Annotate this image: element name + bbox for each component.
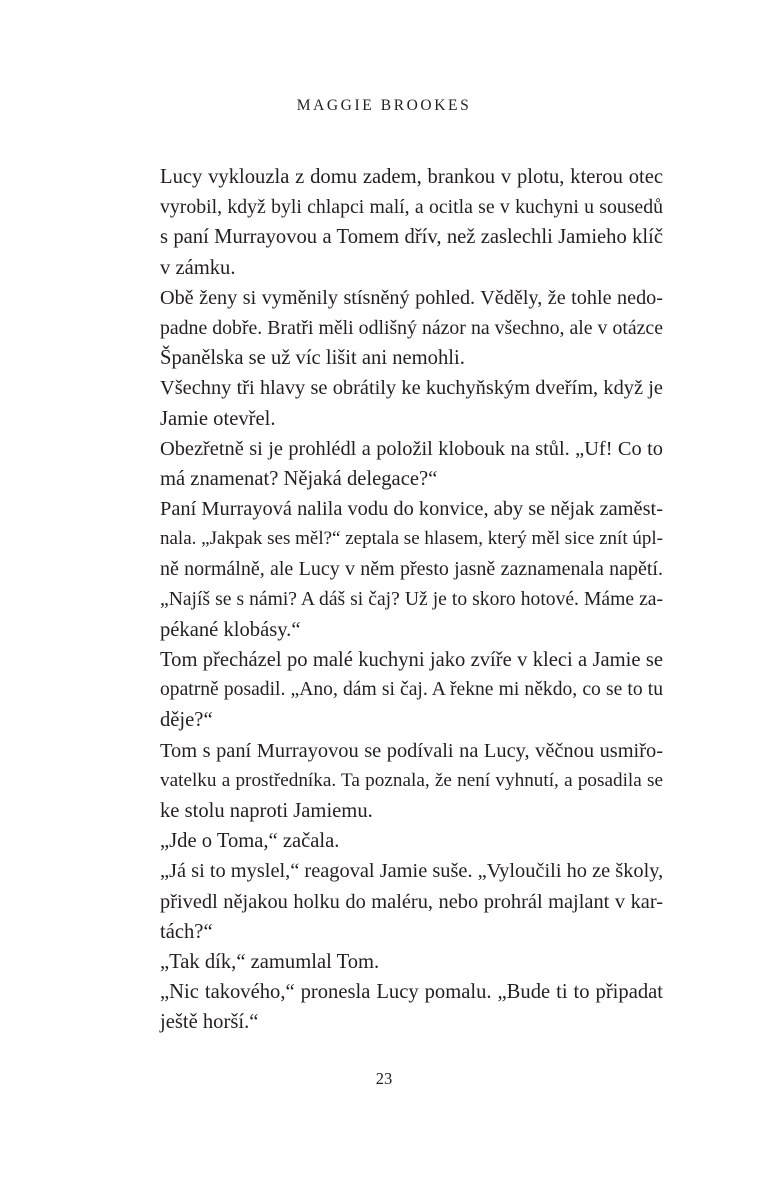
text-line: v zámku.	[160, 256, 236, 279]
text-line: ke stolu naproti Jamiemu.	[160, 799, 373, 822]
text-line: s paní Murrayovou a Tomem dřív, než zaslechli Jamieho klíč	[160, 226, 663, 249]
text-body	[160, 162, 663, 1037]
text-line: „Já si to myslel,“ reagoval Jamie suše. „Vyloučili ho ze školy,	[160, 860, 664, 883]
text-line: Obezřetně si je prohlédl a položil klobouk na stůl. „Uf! Co to	[160, 437, 663, 460]
text-line: pékané klobásy.“	[160, 618, 301, 641]
text-line: Obě ženy si vyměnily stísněný pohled. Věděly, že tohle nedo-	[160, 286, 663, 309]
text-line: má znamenat? Nějaká delegace?“	[160, 467, 438, 490]
text-line: přivedl nějakou holku do maléru, nebo prohrál majlant v kar-	[160, 890, 663, 913]
text-line: tách?“	[160, 920, 213, 943]
page-number: 23	[375, 1069, 393, 1088]
text-line: nala. „Jakpak ses měl?“ zeptala se hlasem, který měl sice znít úpl-	[160, 528, 663, 550]
text-line: „Jde o Toma,“ začala.	[160, 830, 340, 853]
text-line: „Najíš se s námi? A dáš si čaj? Už je to skoro hotové. Máme za-	[160, 588, 663, 610]
text-line: děje?“	[160, 709, 213, 732]
text-line: Jamie otevřel.	[160, 407, 276, 430]
text-line: ještě horší.“	[160, 1011, 259, 1034]
text-line: „Tak dík,“ zamumlal Tom.	[160, 950, 380, 973]
text-line: Tom přecházel po malé kuchyni jako zvíře v kleci a Jamie se	[160, 649, 663, 671]
text-line: padne dobře. Bratři měli odlišný názor na všechno, ale v otázce	[160, 316, 663, 339]
text-line: ně normálně, ale Lucy v něm přesto jasně zaznamenala napětí.	[160, 558, 663, 581]
running-head: MAGGIE BROOKES	[296, 97, 472, 114]
text-line: vyrobil, když byli chlapci malí, a ocitla se v kuchyni u sousedů	[160, 196, 663, 219]
text-line: Tom s paní Murrayovou se podívali na Lucy, věčnou usmiřo-	[160, 739, 663, 762]
text-line: Lucy vyklouzla z domu zadem, brankou v plotu, kterou otec	[160, 166, 663, 188]
text-line: Všechny tři hlavy se obrátily ke kuchyňským dveřím, když je	[160, 377, 663, 400]
text-line: Španělska se už víc lišit ani nemohli.	[160, 347, 465, 370]
text-line: „Nic takového,“ pronesla Lucy pomalu. „Bude ti to připadat	[160, 981, 663, 1004]
text-line: opatrně posadil. „Ano, dám si čaj. A řekne mi někdo, co se to tu	[160, 679, 663, 701]
text-line: Paní Murrayová nalila vodu do konvice, aby se nějak zaměst-	[160, 498, 663, 521]
text-line: vatelku a prostředníka. Ta poznala, že není vyhnutí, a posadila se	[160, 769, 663, 791]
